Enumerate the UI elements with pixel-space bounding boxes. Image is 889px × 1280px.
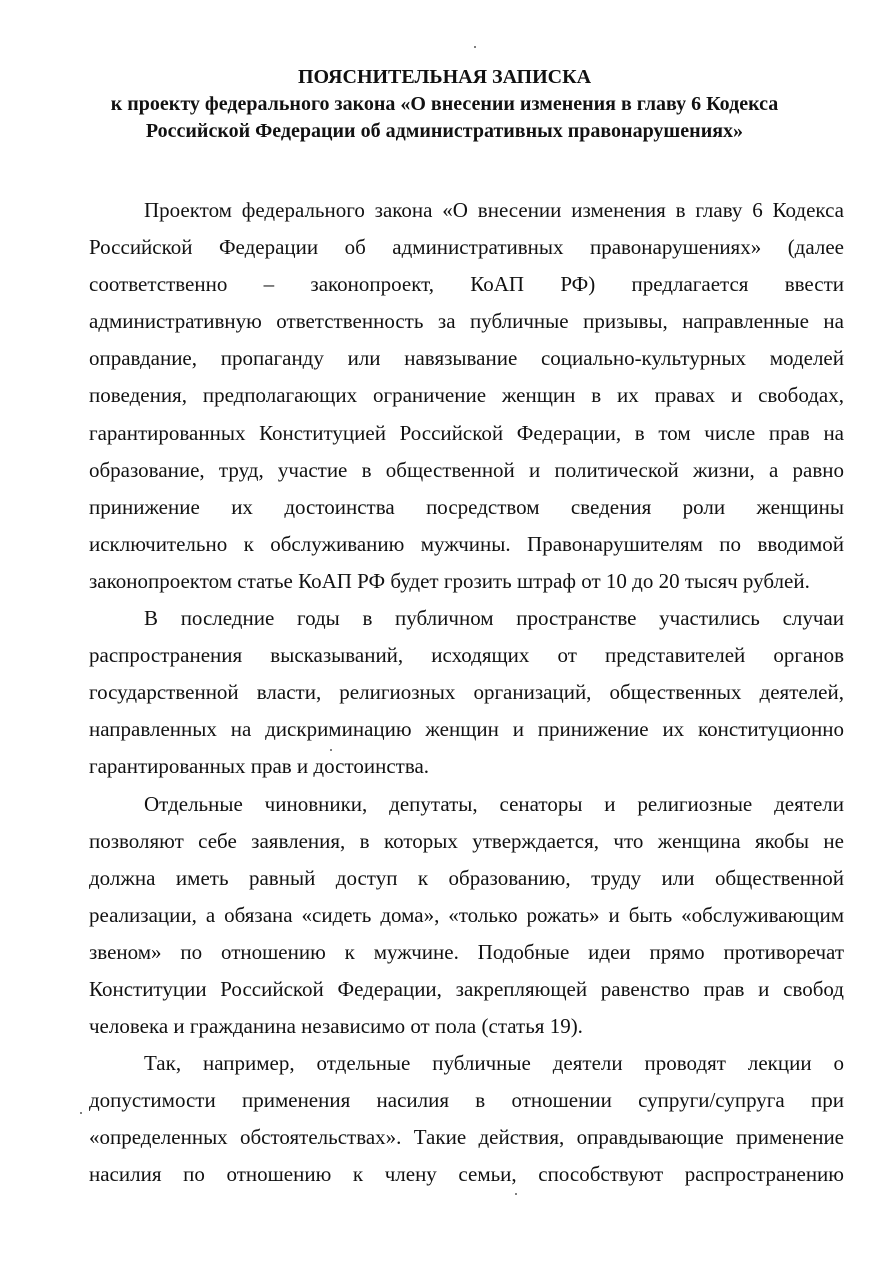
- paragraph-line: Российской Федерации об административных правонарушениях» (далее: [89, 235, 844, 260]
- document-subtitle-line-1: к проекту федерального закона «О внесении изменения в главу 6 Кодекса: [110, 93, 779, 115]
- paragraph-line: гарантированных Конституцией Российской Федерации, в том числе прав на: [89, 420, 844, 445]
- paragraph-line: Отдельные чиновники, депутаты, сенаторы и религиозные деятели: [144, 791, 844, 816]
- scan-speck: [330, 749, 332, 751]
- paragraph-line: Так, например, отдельные публичные деятели проводят лекции о: [144, 1051, 844, 1076]
- paragraph-line: гарантированных прав и достоинства.: [89, 754, 430, 779]
- paragraph-line: реализации, а обязана «сидеть дома», «только рожать» и быть «обслуживающим: [89, 902, 844, 927]
- paragraph-line: должна иметь равный доступ к образованию, труду или общественной: [89, 865, 844, 890]
- paragraph: [89, 600, 844, 785]
- paragraph-line: допустимости применения насилия в отношении супруги/супруга при: [89, 1088, 844, 1113]
- paragraph-line: поведения, предполагающих ограничение женщин в их правах и свободах,: [89, 383, 844, 408]
- paragraph-line: Конституции Российской Федерации, закрепляющей равенство прав и свобод: [89, 976, 844, 1001]
- scan-speck: [515, 1193, 517, 1195]
- paragraph-line: соответственно – законопроект, КоАП РФ) предлагается ввести: [89, 272, 844, 297]
- paragraph-line: принижение их достоинства посредством сведения роли женщины: [89, 494, 844, 519]
- document-subtitle-line-2: Российской Федерации об административных правонарушениях»: [145, 120, 744, 142]
- paragraph-line: насилия по отношению к члену семьи, способствуют распространению: [89, 1162, 844, 1187]
- scan-speck: [80, 1112, 82, 1114]
- paragraph: [89, 192, 844, 600]
- paragraph: [89, 1045, 844, 1193]
- paragraph-line: позволяют себе заявления, в которых утверждается, что женщина якобы не: [89, 828, 844, 853]
- paragraph-line: исключительно к обслуживанию мужчины. Правонарушителям по вводимой: [89, 531, 844, 556]
- document-heading: [60, 64, 829, 145]
- paragraph-line: человека и гражданина независимо от пола (статья 19).: [89, 1014, 583, 1039]
- paragraph: [89, 786, 844, 1046]
- document-body: [89, 192, 844, 1194]
- document-title: ПОЯСНИТЕЛЬНАЯ ЗАПИСКА: [297, 66, 592, 88]
- paragraph-line: государственной власти, религиозных организаций, общественных деятелей,: [89, 680, 844, 705]
- paragraph-line: В последние годы в публичном пространстве участились случаи: [144, 606, 844, 631]
- paragraph-line: образование, труд, участие в общественной и политической жизни, а равно: [89, 457, 844, 482]
- paragraph-line: Проектом федерального закона «О внесении изменения в главу 6 Кодекса: [144, 198, 844, 222]
- scan-speck: [474, 46, 476, 48]
- paragraph-line: звеном» по отношению к мужчине. Подобные идеи прямо противоречат: [89, 939, 844, 964]
- paragraph-line: административную ответственность за публичные призывы, направленные на: [89, 309, 844, 334]
- paragraph-line: «определенных обстоятельствах». Такие действия, оправдывающие применение: [89, 1125, 844, 1150]
- paragraph-line: оправдание, пропаганду или навязывание социально-культурных моделей: [89, 346, 844, 371]
- paragraph-line: законопроектом статье КоАП РФ будет грозить штраф от 10 до 20 тысяч рублей.: [89, 568, 810, 593]
- paragraph-line: направленных на дискриминацию женщин и принижение их конституционно: [89, 717, 844, 742]
- paragraph-line: распространения высказываний, исходящих от представителей органов: [89, 643, 844, 668]
